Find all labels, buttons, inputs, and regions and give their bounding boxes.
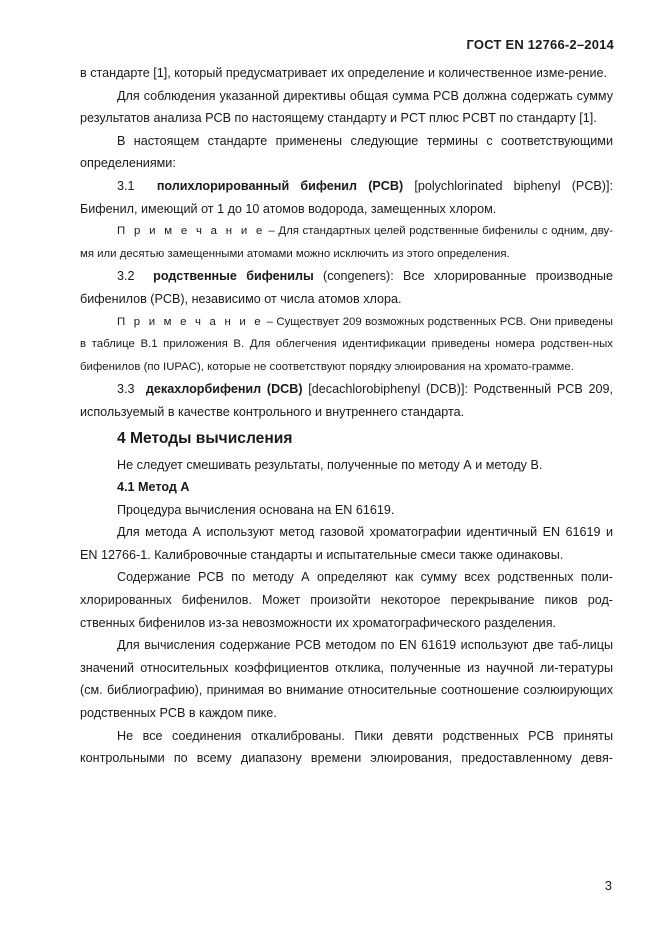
paragraph-method-a: Для метода А используют метод газовой хроматографии идентичный EN 61619 и EN 12766-1. Калибровочные стандарты и испытательные смеси также одинаковы.	[80, 525, 613, 562]
term-number: 3.1	[117, 178, 135, 193]
term-3-1	[80, 175, 613, 220]
term-name: полихлорированный бифенил (PCB)	[156, 178, 404, 193]
note-text: – Для стандартных целей родственные бифенилы с одним, дву-мя или десятью замещенными атомами можно исключить из этого определения.	[80, 225, 613, 260]
paragraph-calibration: Не все соединения откалиброваны. Пики девяти родственных PCB приняты контрольными по всему диапазону времени элюирования, предоставленному девя-	[80, 728, 613, 766]
note-label: П р и м е ч а н и е	[117, 225, 265, 238]
term-name: родственные бифенилы	[153, 269, 314, 284]
paragraph-pcb-content: Содержание PCB по методу А определяют как сумму всех родственных поли-хлорированных бифенилов. Может произойти некоторое перекрывание пиков род-ственных бифенилов из-за невозможности их хроматографического разделения.	[80, 570, 613, 630]
page-body	[80, 62, 613, 770]
page-number: 3	[604, 878, 612, 893]
paragraph-directive: Для соблюдения указанной директивы общая сумма PCB должна содержать сумму результатов анализа PCB по настоящему стандарту и PCT плюс PCBT по стандарту [1].	[80, 88, 613, 126]
paragraph-terms-intro: В настоящем стандарте применены следующие термины с соответствующими определениями:	[80, 133, 613, 171]
paragraph-continuation: в стандарте [1], который предусматривает их определение и количественное изме-рение.	[80, 66, 608, 80]
term-name: декахлорбифенил (DCB)	[145, 382, 303, 397]
paragraph-calculation: Для вычисления содержание PCB методом по EN 61619 используют две таб-лицы значений относительных коэффициентов отклика, полученные из научной ли-тературы (см. библиографию), принимая во внимание относительные соотношение соэлюирующих родственных PCB в каждом пике.	[80, 638, 613, 721]
section-4-1-heading: 4.1 Метод А	[117, 480, 190, 495]
term-3-2	[80, 265, 613, 310]
term-definition: [polychlorinated biphenyl (PCB)]: Бифенил, имеющий от 1 до 10 атомов водорода, замещенных хлором.	[80, 178, 614, 216]
term-definition: (congeners): Все хлорированные производные бифенилов (PCB), независимо от числа атомов хлора.	[80, 269, 613, 306]
section-4-heading: 4 Методы вычисления	[117, 429, 293, 447]
term-number: 3.2	[117, 269, 135, 284]
term-3-3	[80, 378, 613, 423]
note-label: П р и м е ч а н и е	[117, 315, 264, 328]
note-2	[80, 311, 613, 379]
paragraph-methods-note: Не следует смешивать результаты, полученные по методу А и методу В.	[117, 457, 543, 472]
note-1	[80, 220, 613, 265]
paragraph-procedure: Процедура вычисления основана на EN 61619.	[117, 502, 395, 517]
term-number: 3.3	[117, 382, 135, 397]
term-definition: [decachlorobiphenyl (DCB)]: Родственный PCB 209, используемый в качестве контрольного и внутреннего стандарта.	[80, 382, 614, 419]
note-text: – Существует 209 возможных родственных PCB. Они приведены в таблице В.1 приложения В. Для облегчения идентификации приведены номера родствен-ных бифенилов (по IUPAC), которые не соответствуют порядку элюирования на хромато-грамме.	[80, 315, 613, 373]
document-header: ГОСТ EN 12766-2–2014	[466, 37, 614, 52]
